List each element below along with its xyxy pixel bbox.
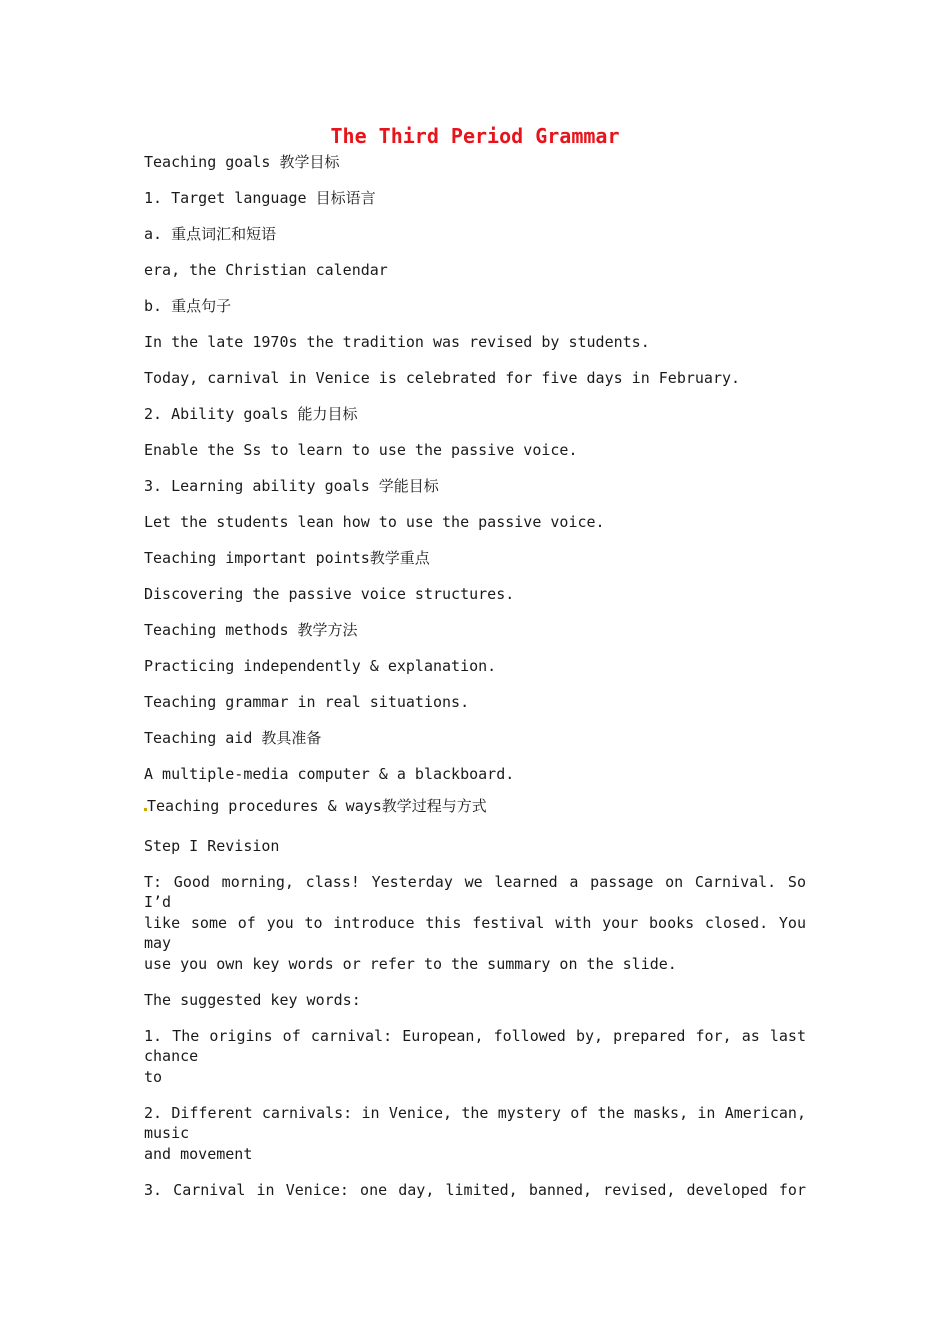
dialogue-line: like some of you to introduce this festival with your books closed. You may bbox=[144, 914, 806, 952]
heading-teaching-methods: Teaching methods 教学方法 bbox=[144, 621, 358, 639]
key-word-item: 3. Carnival in Venice: one day, limited, banned, revised, developed for bbox=[144, 1181, 806, 1199]
procedures-label: Teaching procedures & ways教学过程与方式 bbox=[147, 797, 487, 815]
sentence-text: Today, carnival in Venice is celebrated for five days in February. bbox=[144, 369, 741, 387]
learning-ability-text: Let the students lean how to use the passive voice. bbox=[144, 513, 605, 531]
teaching-aid-text: A multiple-media computer & a blackboard. bbox=[144, 765, 515, 783]
item-target-language: 1. Target language 目标语言 bbox=[144, 189, 376, 207]
item-key-sentences: b. 重点句子 bbox=[144, 297, 232, 315]
item-ability-goals: 2. Ability goals 能力目标 bbox=[144, 405, 358, 423]
dialogue-line: T: Good morning, class! Yesterday we learned a passage on Carnival. So I’d bbox=[144, 873, 806, 911]
sentence-text: In the late 1970s the tradition was revised by students. bbox=[144, 333, 650, 351]
step-heading: Step I Revision bbox=[144, 837, 280, 855]
key-word-item: 2. Different carnivals: in Venice, the mystery of the masks, in American, music bbox=[144, 1104, 806, 1142]
vocabulary-text: era, the Christian calendar bbox=[144, 261, 388, 279]
heading-teaching-goals: Teaching goals 教学目标 bbox=[144, 153, 340, 171]
key-words-label: The suggested key words: bbox=[144, 991, 361, 1009]
heading-teaching-aid: Teaching aid 教具准备 bbox=[144, 729, 322, 747]
teaching-methods-text: Practicing independently & explanation. bbox=[144, 657, 497, 675]
item-learning-ability-goals: 3. Learning ability goals 学能目标 bbox=[144, 477, 439, 495]
item-key-vocabulary: a. 重点词汇和短语 bbox=[144, 225, 277, 243]
teaching-methods-text: Teaching grammar in real situations. bbox=[144, 693, 470, 711]
key-word-item-cont: to bbox=[144, 1068, 163, 1086]
key-word-item-cont: and movement bbox=[144, 1145, 253, 1163]
important-points-text: Discovering the passive voice structures. bbox=[144, 585, 515, 603]
page-title: The Third Period Grammar bbox=[330, 124, 620, 148]
dialogue-line: use you own key words or refer to the summary on the slide. bbox=[144, 955, 677, 973]
heading-important-points: Teaching important points教学重点 bbox=[144, 549, 430, 567]
heading-teaching-procedures bbox=[144, 796, 806, 816]
ability-goals-text: Enable the Ss to learn to use the passive voice. bbox=[144, 441, 578, 459]
key-word-item: 1. The origins of carnival: European, followed by, prepared for, as last chance bbox=[144, 1027, 806, 1065]
